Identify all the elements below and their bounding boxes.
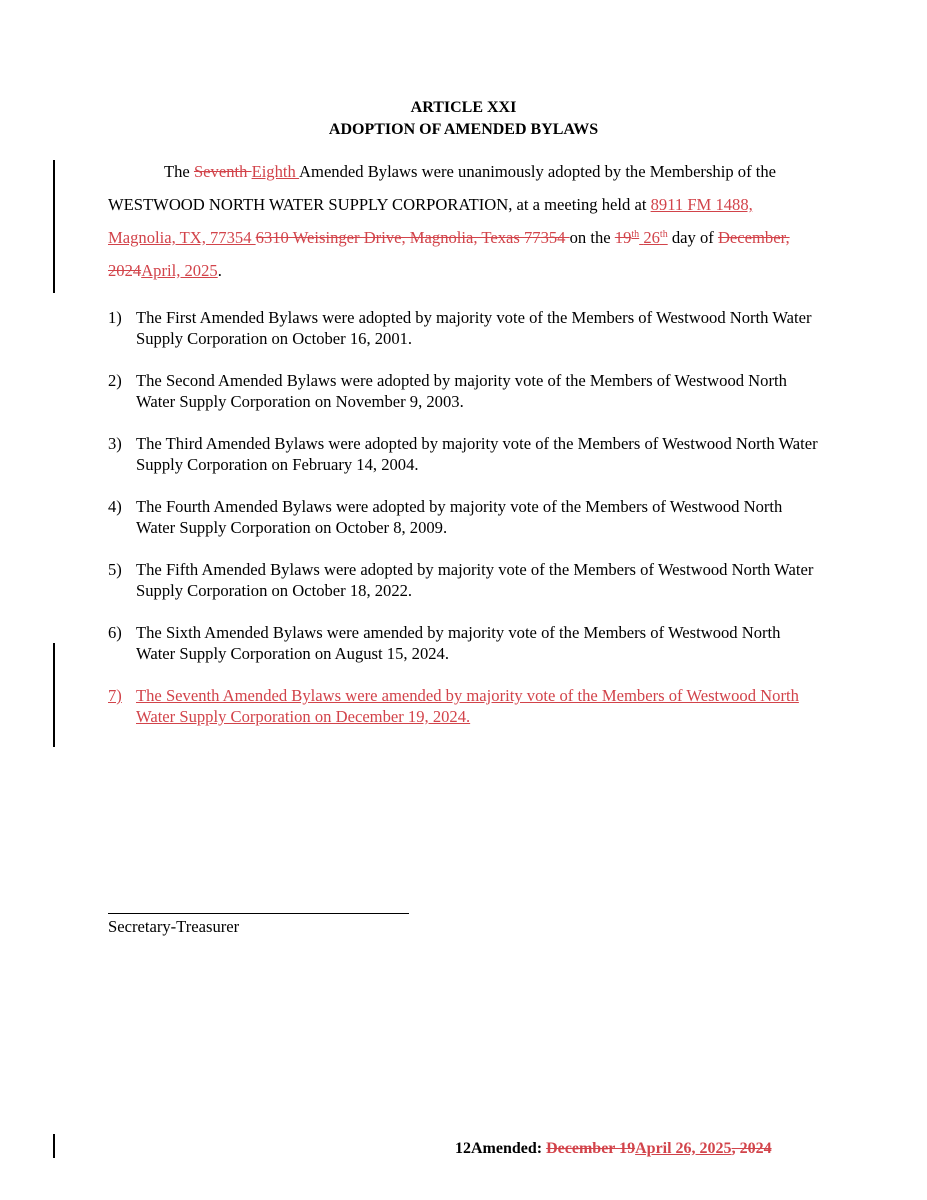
intro-text: . bbox=[217, 261, 222, 280]
footer-inserted-date: April 26, 2025 bbox=[635, 1140, 732, 1157]
list-item: 4) The Fourth Amended Bylaws were adopted by majority vote of the Members of Westwood North Water Supply Corporation on October 8, 2009. bbox=[108, 497, 783, 537]
inserted-address: 8911 FM 1488, Magnolia, TX, 77354 bbox=[108, 195, 753, 247]
footer-deleted-date: December 19 bbox=[546, 1140, 636, 1157]
change-bar bbox=[53, 160, 55, 293]
footer-prefix: 12Amended: bbox=[455, 1140, 547, 1157]
inserted-list-item: 7) The Seventh Amended Bylaws were amended by majority vote of the Members of Westwood North Water Supply Corporation on December 19, 2024. bbox=[108, 686, 799, 726]
intro-text: The bbox=[164, 162, 194, 181]
change-bar bbox=[53, 643, 55, 747]
inserted-ordinal: Eighth bbox=[251, 162, 300, 181]
deleted-date: December, 2024 bbox=[108, 228, 790, 280]
list-item: 5) The Fifth Amended Bylaws were adopted by majority vote of the Members of Westwood North Water Supply Corporation on October 18, 2022. bbox=[108, 560, 814, 600]
signature-line bbox=[108, 913, 409, 914]
intro-text: on the bbox=[569, 228, 615, 247]
deleted-address: 6310 Weisinger Drive, Magnolia, Texas 77354 bbox=[255, 228, 570, 247]
list-item: 6) The Sixth Amended Bylaws were amended by majority vote of the Members of Westwood North Water Supply Corporation on August 15, 2024. bbox=[108, 623, 781, 663]
change-bar bbox=[53, 1134, 55, 1158]
inserted-day: 26th bbox=[643, 228, 668, 247]
list-item: 1) The First Amended Bylaws were adopted by majority vote of the Members of Westwood North Water Supply Corporation on October 16, 2001. bbox=[108, 308, 812, 348]
intro-text: Amended Bylaws were unanimously adopted by the Membership of the WESTWOOD NORTH WATER SUPPLY CORPORATION, at a meeting held at bbox=[108, 162, 777, 214]
footer-deleted-year: , 2024 bbox=[731, 1140, 772, 1157]
deleted-ordinal: Seventh bbox=[193, 162, 252, 181]
deleted-day: 19th bbox=[614, 228, 640, 247]
list-item: 3) The Third Amended Bylaws were adopted by majority vote of the Members of Westwood North Water Supply Corporation on February 14, 2004. bbox=[108, 434, 818, 474]
footer-amended bbox=[455, 1138, 772, 1160]
list-item: 2) The Second Amended Bylaws were adopted by majority vote of the Members of Westwood North Water Supply Corporation on November 9, 2003. bbox=[108, 371, 787, 411]
intro-paragraph bbox=[108, 155, 818, 287]
inserted-date: April, 2025 bbox=[141, 261, 218, 280]
signature-title: Secretary-Treasurer bbox=[108, 917, 240, 936]
intro-text: day of bbox=[667, 228, 718, 247]
article-title: ADOPTION OF AMENDED BYLAWS bbox=[328, 121, 599, 138]
article-number: ARTICLE XXI bbox=[410, 99, 517, 116]
